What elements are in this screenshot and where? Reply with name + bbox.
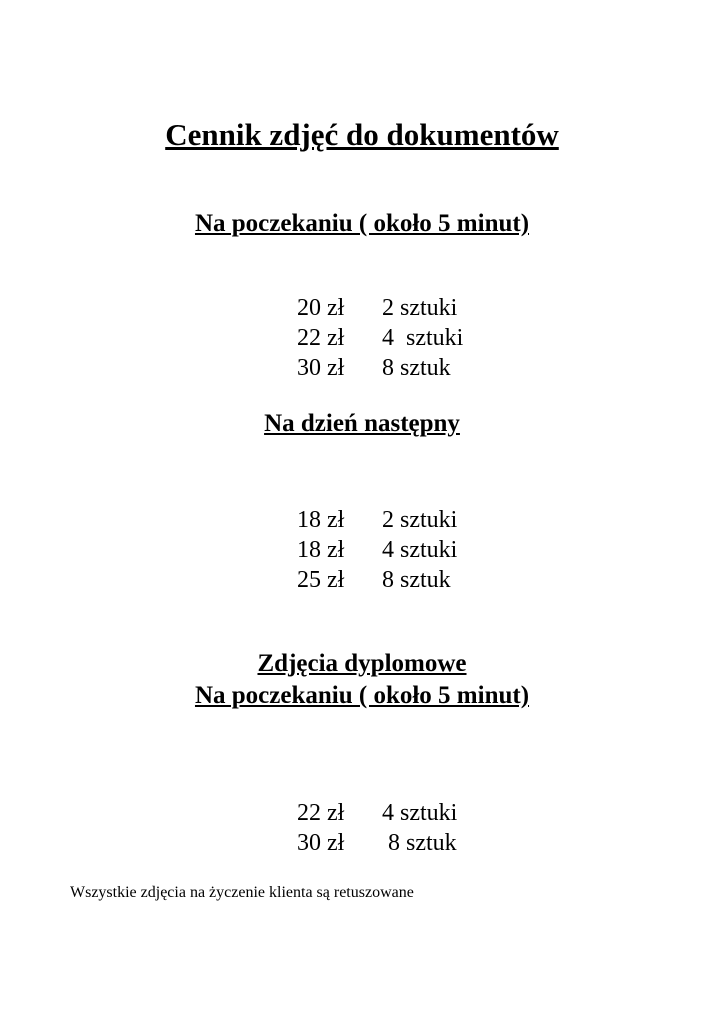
quantity-value: 2 sztuki bbox=[382, 295, 458, 321]
price-value: 18 zł bbox=[297, 537, 345, 563]
quantity-value: 4 sztuki bbox=[382, 537, 458, 563]
quantity-value: 8 sztuk bbox=[382, 830, 457, 856]
price-row bbox=[285, 323, 451, 383]
section-heading-next-day: Na dzień następny bbox=[264, 410, 460, 437]
quantity-value: 8 sztuk bbox=[382, 567, 451, 593]
price-row bbox=[285, 535, 451, 595]
retouch-note: Wszystkie zdjęcia na życzenie klienta są retuszowane bbox=[70, 884, 414, 901]
price-value: 22 zł bbox=[297, 800, 345, 826]
section-heading-diploma: Zdjęcia dyplomowe bbox=[257, 650, 467, 677]
price-value: 25 zł bbox=[297, 567, 345, 593]
section-subheading-waiting: Na poczekaniu ( około 5 minut) bbox=[194, 682, 530, 709]
section-heading-waiting: Na poczekaniu ( około 5 minut) bbox=[194, 210, 530, 237]
price-row bbox=[285, 798, 457, 858]
price-value: 18 zł bbox=[297, 507, 345, 533]
quantity-value: 4 sztuki bbox=[382, 325, 464, 351]
quantity-value: 8 sztuk bbox=[382, 355, 451, 381]
price-value: 20 zł bbox=[297, 295, 345, 321]
quantity-value: 2 sztuki bbox=[382, 507, 458, 533]
page-title: Cennik zdjęć do dokumentów bbox=[165, 117, 559, 152]
price-value: 30 zł bbox=[297, 830, 345, 856]
price-value: 30 zł bbox=[297, 355, 345, 381]
price-value: 22 zł bbox=[297, 325, 345, 351]
quantity-value: 4 sztuki bbox=[382, 800, 458, 826]
